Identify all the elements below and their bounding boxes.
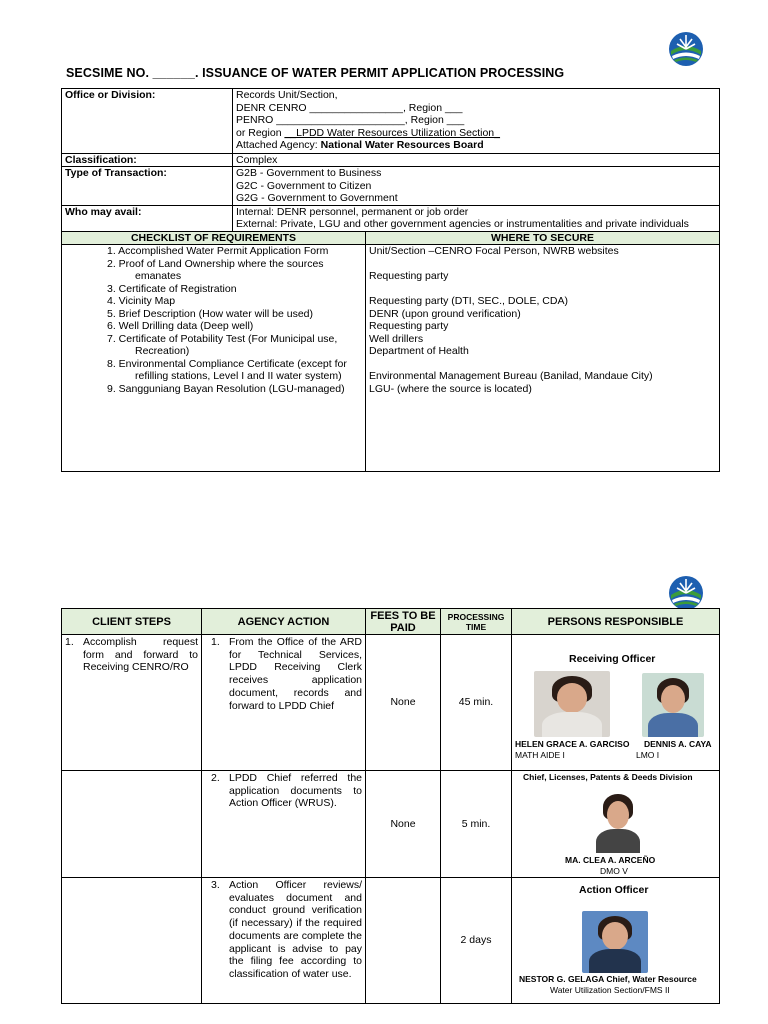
person-position: Water Utilization Section/FMS II — [550, 985, 670, 995]
where-item: Requesting party — [369, 270, 449, 282]
fees-header: FEES TO BE PAID — [366, 609, 441, 635]
requirements-cell — [62, 245, 366, 472]
transaction-value — [233, 167, 720, 206]
transaction-line: G2C - Government to Citizen — [236, 179, 372, 192]
action-number: 2. — [211, 772, 220, 784]
requirement-item: refilling stations, Level I and II water system) — [135, 370, 342, 382]
role-title: Receiving Officer — [569, 653, 656, 665]
where-item: Requesting party — [369, 320, 449, 332]
client-step-cell — [62, 635, 202, 771]
where-item: Requesting party (DTI, SEC., DOLE, CDA) — [369, 295, 568, 307]
person-position: DMO V — [600, 866, 628, 876]
requirement-item: 2. Proof of Land Ownership where the sources — [107, 257, 324, 270]
office-value — [233, 89, 720, 154]
agency-action-header: AGENCY ACTION — [202, 609, 366, 635]
table-row — [62, 878, 720, 1004]
client-step-text: Accomplish request form and forward to Receiving CENRO/RO — [83, 636, 198, 674]
requirement-item: 5. Brief Description (How water will be used) — [107, 307, 313, 320]
denr-logo — [668, 31, 704, 67]
checklist-row — [62, 245, 720, 472]
fee-cell: None — [366, 771, 441, 878]
requirement-item: 1. Accomplished Water Permit Application Form — [107, 245, 329, 257]
table-row — [62, 635, 720, 771]
office-line: PENRO ______________________, Region ___ — [236, 114, 465, 126]
person-photo — [642, 673, 704, 737]
agency-action-text: LPDD Chief referred the application documents to Action Officer (WRUS). — [229, 772, 362, 810]
role-title: Chief, Licenses, Patents & Deeds Division — [523, 772, 693, 782]
where-header: WHERE TO SECURE — [366, 231, 720, 245]
requirement-item: 4. Vicinity Map — [107, 295, 176, 307]
checklist-header-row — [62, 231, 720, 245]
transaction-label: Type of Transaction: — [62, 167, 233, 206]
client-step-cell — [62, 771, 202, 878]
attached-agency: National Water Resources Board — [320, 139, 484, 151]
action-number: 1. — [211, 636, 220, 648]
requirement-item: 6. Well Drilling data (Deep well) — [107, 320, 254, 332]
time-cell: 2 days — [441, 878, 512, 1004]
avail-line: Internal: DENR personnel, permanent or job order — [236, 205, 469, 218]
transaction-line: G2B - Government to Business — [236, 167, 382, 179]
requirement-item: 3. Certificate of Registration — [107, 282, 237, 295]
persons-cell — [512, 635, 720, 771]
avail-line: External: Private, LGU and other government agencies or instrumentalities and private individuals — [236, 218, 689, 230]
requirement-item: Recreation) — [135, 345, 190, 357]
checklist-header: CHECKLIST OF REQUIREMENTS — [62, 231, 366, 245]
persons-header: PERSONS RESPONSIBLE — [512, 609, 720, 635]
where-item — [369, 283, 716, 296]
office-row — [62, 89, 720, 154]
office-line: DENR CENRO ________________, Region ___ — [236, 101, 463, 114]
region-prefix: or Region — [236, 126, 285, 139]
office-label: Office or Division: — [62, 89, 233, 154]
avail-value — [233, 205, 720, 231]
attached-prefix: Attached Agency: — [236, 139, 321, 151]
where-item: LGU- (where the source is located) — [369, 382, 532, 395]
person-name: NESTOR G. GELAGA Chief, Water Resource — [519, 974, 697, 984]
agency-action-text: Action Officer reviews/ evaluates document and conduct ground verification (if necessary) if the required documents are complete the applicant is advise to pay the filing fee according to classification of water use. — [229, 879, 362, 980]
transaction-line: G2G - Government to Government — [236, 192, 398, 204]
time-cell: 45 min. — [441, 635, 512, 771]
client-step-cell — [62, 878, 202, 1004]
persons-cell — [512, 878, 720, 1004]
classification-value: Complex — [233, 153, 720, 167]
steps-header-row — [62, 609, 720, 635]
table-row — [62, 771, 720, 878]
person-position: MATH AIDE I — [515, 750, 565, 760]
where-item — [369, 258, 716, 271]
requirement-item: 8. Environmental Compliance Certificate (except for — [107, 357, 347, 370]
fee-cell: None — [366, 635, 441, 771]
person-photo — [534, 671, 610, 737]
office-line: Records Unit/Section, — [236, 89, 338, 101]
where-item: Well drillers — [369, 332, 424, 345]
requirement-item: 9. Sangguniang Bayan Resolution (LGU-managed) — [107, 382, 345, 395]
classification-row — [62, 153, 720, 167]
person-name: HELEN GRACE A. GARCISO — [515, 739, 630, 749]
page-title: SECSIME NO. ______. ISSUANCE OF WATER PERMIT APPLICATION PROCESSING — [66, 66, 565, 80]
transaction-row — [62, 167, 720, 206]
person-photo — [590, 789, 646, 853]
avail-label: Who may avail: — [62, 205, 233, 231]
action-number: 3. — [211, 879, 220, 891]
classification-label: Classification: — [62, 153, 233, 167]
office-line — [236, 139, 716, 153]
denr-logo-2 — [668, 575, 704, 611]
persons-cell — [512, 771, 720, 878]
service-info-table — [61, 88, 720, 472]
where-cell — [366, 245, 720, 472]
where-item: DENR (upon ground verification) — [369, 307, 521, 320]
where-item: Environmental Management Bureau (Banilad, Mandaue City) — [369, 370, 653, 382]
client-steps-header: CLIENT STEPS — [62, 609, 202, 635]
requirement-item: emanates — [135, 270, 182, 282]
agency-action-cell — [202, 878, 366, 1004]
agency-action-text: From the Office of the ARD for Technical Services, LPDD Receiving Clerk receives application document, records and forward to LPDD Chief — [229, 636, 362, 712]
where-item: Unit/Section –CENRO Focal Person, NWRB websites — [369, 245, 619, 257]
avail-row — [62, 205, 720, 231]
fee-cell — [366, 878, 441, 1004]
process-steps-table — [61, 608, 720, 1004]
time-cell: 5 min. — [441, 771, 512, 878]
agency-action-cell — [202, 635, 366, 771]
agency-action-cell — [202, 771, 366, 878]
person-photo — [582, 911, 648, 973]
person-name: DENNIS A. CAYA — [644, 739, 712, 749]
role-title: Action Officer — [579, 884, 649, 896]
region-value: __LPDD Water Resources Utilization Section_ — [284, 126, 500, 139]
where-item: Department of Health — [369, 345, 469, 357]
person-name: MA. CLEA A. ARCEÑO — [565, 855, 656, 865]
requirement-item: 7. Certificate of Potability Test (For Municipal use, — [107, 332, 338, 345]
processing-time-header: PROCESSING TIME — [441, 609, 512, 635]
office-line — [236, 127, 716, 140]
person-position: LMO I — [636, 750, 660, 760]
step-number: 1. — [65, 636, 74, 648]
where-item — [369, 358, 716, 371]
